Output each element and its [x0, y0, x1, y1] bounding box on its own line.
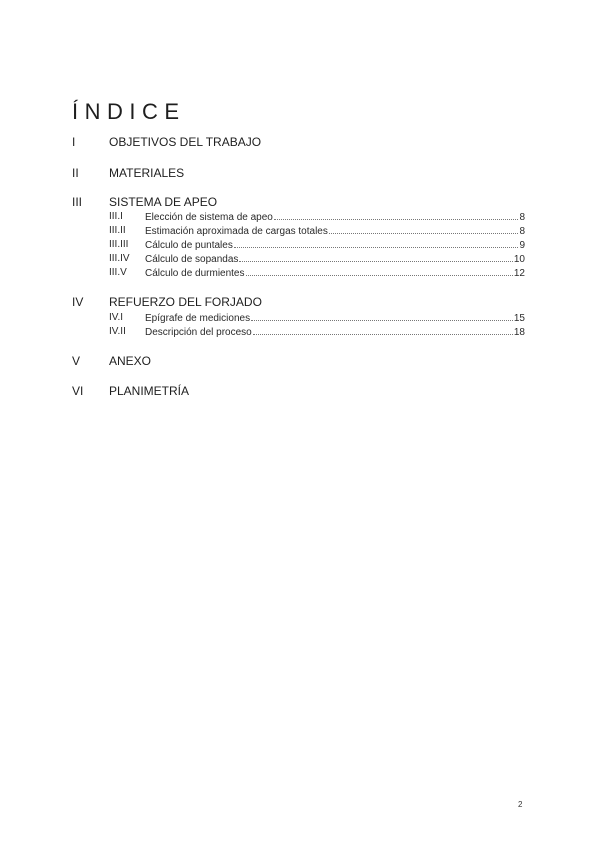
section-title: OBJETIVOS DEL TRABAJO: [109, 135, 262, 149]
section-title: ANEXO: [109, 354, 152, 368]
section-number: VI: [72, 384, 84, 398]
toc-section: [72, 135, 528, 151]
toc-subsection: [109, 267, 525, 281]
toc-subsection: [109, 253, 525, 267]
subsection-title: Estimación aproximada de cargas totales: [145, 226, 328, 237]
subsection-title: Cálculo de puntales: [145, 240, 233, 251]
subsection-title: Epígrafe de mediciones: [145, 313, 251, 324]
toc-subsection: [109, 312, 525, 326]
toc-subsection: [109, 326, 525, 340]
toc-section: [72, 195, 528, 211]
toc-section: [72, 384, 528, 400]
section-title: SISTEMA DE APEO: [109, 195, 218, 209]
toc-section: [72, 295, 528, 311]
subsection-title: Cálculo de sopandas: [145, 254, 239, 265]
subsection-number: III.IV: [109, 253, 130, 264]
page-reference: 18: [513, 327, 525, 338]
subsection-number: IV.I: [109, 312, 124, 323]
page-reference: 8: [519, 226, 525, 237]
page-reference: 9: [519, 240, 525, 251]
section-number: IV: [72, 295, 84, 309]
toc-subsection: [109, 211, 525, 225]
index-title: ÍNDICE: [72, 99, 186, 124]
dot-leader: [274, 211, 519, 220]
dot-leader: [251, 312, 513, 321]
subsection-title: Cálculo de durmientes: [145, 268, 245, 279]
subsection-title: Descripción del proceso: [145, 327, 252, 338]
subsection-number: III.V: [109, 267, 127, 278]
toc-subsection: [109, 225, 525, 239]
toc-section: [72, 166, 528, 182]
subsection-title: Elección de sistema de apeo: [145, 212, 273, 223]
section-title: PLANIMETRÍA: [109, 384, 190, 398]
page-reference: 15: [513, 313, 525, 324]
toc-section: [72, 354, 528, 370]
dot-leader: [253, 326, 513, 335]
section-number: III: [72, 195, 83, 209]
subsection-number: IV.II: [109, 326, 126, 337]
section-number: I: [72, 135, 76, 149]
section-title: REFUERZO DEL FORJADO: [109, 295, 262, 309]
section-number: II: [72, 166, 79, 180]
subsection-number: III.III: [109, 239, 129, 250]
dot-leader: [329, 225, 519, 234]
section-number: V: [72, 354, 81, 368]
page-reference: 10: [513, 254, 525, 265]
toc-subsection: [109, 239, 525, 253]
dot-leader: [246, 267, 513, 276]
section-title: MATERIALES: [109, 166, 185, 180]
subsection-number: III.II: [109, 225, 126, 236]
page-number: 2: [518, 800, 523, 809]
page-reference: 8: [519, 212, 525, 223]
dot-leader: [239, 253, 512, 262]
page-reference: 12: [513, 268, 525, 279]
dot-leader: [234, 239, 519, 248]
subsection-number: III.I: [109, 211, 123, 222]
